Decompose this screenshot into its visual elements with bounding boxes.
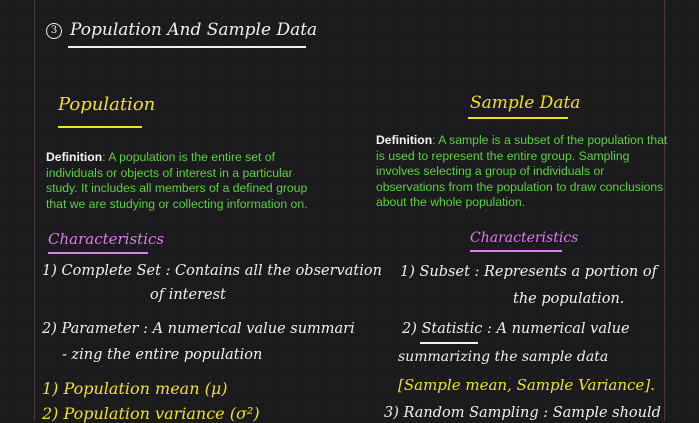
population-item-2-line-2: - zing the entire population	[62, 347, 263, 363]
sample-item-1-line-2: the population.	[513, 291, 625, 307]
population-item-1-line-2: of interest	[150, 287, 226, 303]
section-title-underline	[68, 46, 306, 48]
sample-heading-underline	[468, 117, 568, 119]
sample-heading: Sample Data	[470, 93, 581, 113]
population-mean-item: 1) Population mean (μ)	[42, 379, 228, 398]
sample-item-3-line-1: 3) Random Sampling : Sample should	[384, 405, 661, 421]
population-characteristics-underline	[48, 252, 148, 254]
population-variance-item: 2) Population variance (σ²)	[42, 404, 260, 423]
population-definition-label: Definition	[46, 150, 103, 164]
population-definition-text: : A population is the entire set of individuals or objects of interest in a particular study. It includes all members of a defined group that we are studying or collecting information on.	[46, 150, 308, 211]
section-number: 3	[46, 23, 62, 39]
population-item-1-line-1: 1) Complete Set : Contains all the observation	[42, 263, 382, 279]
right-border	[664, 0, 665, 421]
sample-definition-label: Definition	[376, 133, 433, 147]
sample-definition	[376, 133, 671, 211]
section-title	[46, 20, 317, 40]
sample-item-2-line-2: summarizing the sample data	[398, 349, 609, 365]
sample-characteristics-heading: Characteristics	[470, 230, 579, 246]
population-heading: Population	[58, 94, 156, 115]
sample-item-2-line-1: 2) Statistic : A numerical value	[402, 321, 630, 337]
population-heading-underline	[58, 126, 142, 128]
sample-item-2-line-3: [Sample mean, Sample Variance].	[398, 376, 655, 394]
left-border	[34, 0, 35, 421]
statistic-underline	[420, 342, 478, 344]
population-definition	[46, 150, 314, 212]
sample-characteristics-underline	[470, 250, 562, 252]
sample-definition-text: : A sample is a subset of the population that is used to represent the entire group. Sampling involves selecting a group of individuals or observations from the population to draw conclusions about the whole population.	[376, 133, 668, 209]
population-characteristics-heading: Characteristics	[48, 230, 165, 248]
sample-item-1-line-1: 1) Subset : Represents a portion of	[400, 264, 657, 280]
section-title-text: Population And Sample Data	[70, 20, 318, 40]
population-item-2-line-1: 2) Parameter : A numerical value summari	[42, 321, 355, 337]
